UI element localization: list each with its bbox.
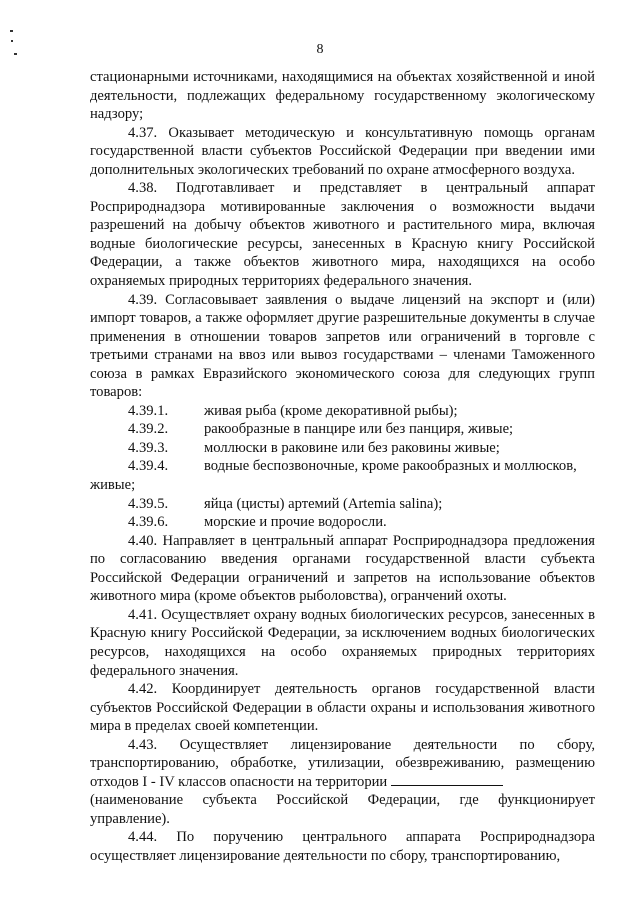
item-number: 4.39.2.	[128, 421, 169, 438]
list-item	[90, 439, 595, 458]
paragraph-4-41: 4.41. Осуществляет охрану водных биологических ресурсов, занесенных в Красную книгу Российской Федерации, за исключением водных биологических ресурсов, находящихся на особо охраняемых природных территориях федерального значения.	[90, 606, 595, 679]
item-continuation: живые;	[90, 477, 136, 494]
item-text: ракообразные в панцире или без панциря, живые;	[204, 421, 514, 438]
item-text: яйца (цисты) артемий (Artemia salina);	[204, 495, 443, 512]
document-body	[90, 68, 595, 866]
paragraph-4-37: 4.37. Оказывает методическую и консультативную помощь органам государственной власти субъектов Российской Федерации при введении ими дополнительных экологических требований по охране атмосферного воздуха.	[90, 124, 595, 178]
paragraph-continuation: стационарными источниками, находящимися на объектах хозяйственной и иной деятельности, подлежащих федеральному государственному экологическому надзору;	[90, 69, 595, 123]
list-item	[90, 457, 595, 476]
paragraph-4-39: 4.39. Согласовывает заявления о выдаче лицензий на экспорт и (или) импорт товаров, а также оформляет другие разрешительные документы в случае применения в отношении товаров запретов или ограничений в торговле с третьими странами на ввоз или вывоз государствами – членами Таможенного союза в рамках Евразийского экономического союза для следующих групп товаров:	[90, 291, 595, 401]
item-number: 4.39.5.	[128, 495, 169, 512]
item-text: живая рыба (кроме декоративной рыбы);	[204, 402, 458, 419]
paragraph-4-42: 4.42. Координирует деятельность органов государственной власти субъектов Российской Федерации в области охраны и использования животного мира в пределах своей компетенции.	[90, 681, 595, 735]
list-item	[90, 420, 595, 439]
list-item	[90, 495, 595, 514]
list-item	[90, 402, 595, 421]
item-text: водные беспозвоночные, кроме ракообразных и моллюсков,	[204, 458, 577, 475]
paragraph-4-43	[90, 736, 595, 792]
paragraph-4-44: 4.44. По поручению центрального аппарата Росприроднадзора осуществляет лицензирование деятельности по сбору, транспортированию,	[90, 829, 595, 864]
page-number: 8	[316, 42, 324, 57]
item-number: 4.39.4.	[128, 458, 169, 475]
paragraph-4-38: 4.38. Подготавливает и представляет в центральный аппарат Росприроднадзора мотивированные заключения о возможности выдачи разрешений на добычу объектов животного и растительного мира, включая водные биологические ресурсы, занесенных в Красную книгу Российской Федерации, а также объектов животного мира, находящихся на особо охраняемых природных территориях федерального значения.	[90, 180, 595, 290]
item-number: 4.39.3.	[128, 439, 169, 456]
paragraph-4-40: 4.40. Направляет в центральный аппарат Росприроднадзора предложения по согласованию введения органами государственной власти субъекта Российской Федерации ограничений и запретов на использование объектов животного мира (кроме объектов рыболовства), огранчений охоты.	[90, 532, 595, 605]
list-item	[90, 513, 595, 532]
item-number: 4.39.1.	[128, 402, 169, 419]
item-number: 4.39.6.	[128, 514, 169, 531]
paragraph-4-43-note: (наименование субъекта Российской Федерации, где функционирует управление).	[90, 792, 595, 827]
fill-in-blank	[391, 773, 503, 786]
item-text: морские и прочие водоросли.	[204, 514, 387, 531]
paragraph-4-43-text: 4.43. Осуществляет лицензирование деятельности по сбору, транспортированию, обработке, утилизации, обезвреживанию, размещению отходов I - IV классов опасности на территории	[90, 736, 595, 790]
item-text: моллюски в раковине или без раковины живые;	[204, 439, 500, 456]
